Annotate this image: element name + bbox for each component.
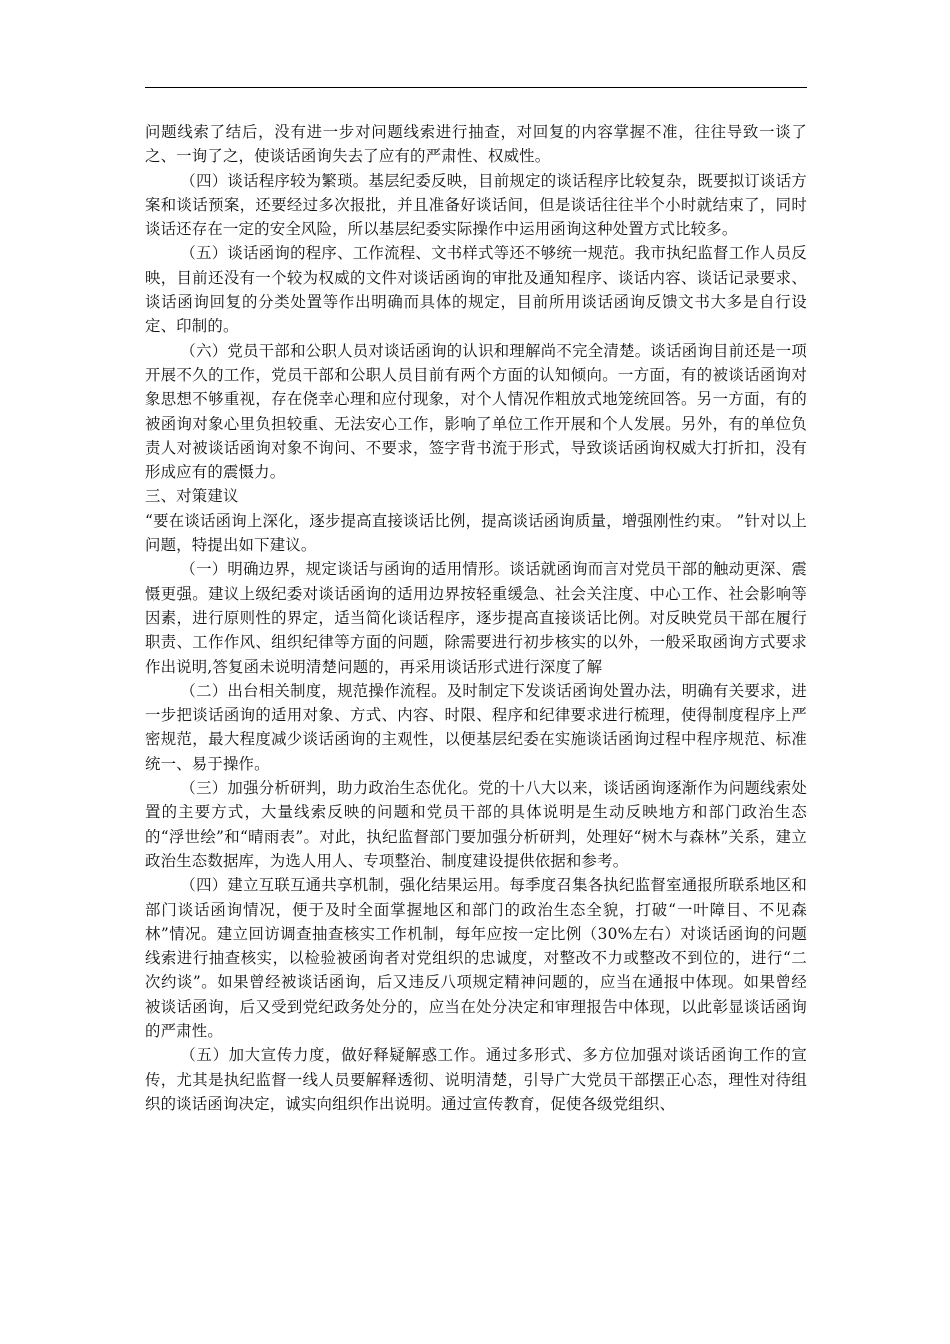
section-heading: 三、对策建议	[145, 487, 239, 506]
header-rule	[145, 87, 807, 88]
paragraph-item-4-procedure: （四）谈话程序较为繁琐。基层纪委反映，目前规定的谈话程序比较复杂，既要拟订谈话方案和谈话预案，还要经过多次报批，并且准备好谈话间，但是谈话往往半个小时就结束了，同时谈话还存在一定的安全风险，所以基层纪委实际操作中运用函询这种处置方式比较多。	[145, 171, 807, 239]
paragraph-suggestion-5: （五）加大宣传力度，做好释疑解惑工作。通过多形式、多方位加强对谈话函询工作的宣传，尤其是执纪监督一线人员要解释透彻、说明清楚，引导广大党员干部摆正心态，理性对待组织的谈话函询决定，诚实向组织作出说明。通过宣传教育，促使各级党组织、	[145, 1046, 807, 1113]
paragraph-suggestion-2: （二）出台相关制度，规范操作流程。及时制定下发谈话函询处置办法，明确有关要求，进一步把谈话函询的适用对象、方式、内容、时限、程序和纪律要求进行梳理，使得制度程序上严密规范，最大程度减少谈话函询的主观性，以便基层纪委在实施谈话函询过程中程序规范、标准统一、易于操作。	[145, 681, 807, 773]
paragraph-suggestion-3: （三）加强分析研判，助力政治生态优化。党的十八大以来，谈话函询逐渐作为问题线索处置的主要方式，大量线索反映的问题和党员干部的具体说明是生动反映地方和部门政治生态的“浮世绘”和“晴雨表”。对此，执纪监督部门要加强分析研判，处理好“树木与森林”关系，建立政治生态数据库，为选人用人、专项整治、制度建设提供依据和参考。	[145, 779, 807, 870]
document-body	[145, 120, 807, 1116]
paragraph-suggestion-1: （一）明确边界，规定谈话与函询的适用情形。谈话就函询而言对党员干部的触动更深、震慑更强。建议上级纪委对谈话函询的适用边界按轻重缓急、社会关注度、中心工作、社会影响等因素，进行原则性的界定，适当简化谈话程序，逐步提高直接谈话比例。对反映党员干部在履行职责、工作作风、组织纪律等方面的问题，除需要进行初步核实的以外，一般采取函询方式要求作出说明,答复函未说明清楚问题的，再采用谈话形式进行深度了解	[145, 560, 807, 676]
paragraph-continuation: 问题线索了结后，没有进一步对问题线索进行抽查，对回复的内容掌握不准，往往导致一谈了之、一询了之，使谈话函询失去了应有的严肃性、权威性。	[145, 123, 807, 166]
quote-paragraph: “要在谈话函询上深化，逐步提高直接谈话比例，提高谈话函询质量，增强刚性约束。 ”针对以上问题，特提出如下建议。	[145, 511, 807, 555]
paragraph-item-6-understanding: （六）党员干部和公职人员对谈话函询的认识和理解尚不完全清楚。谈话函询目前还是一项开展不久的工作，党员干部和公职人员目前有两个方面的认知倾向。一方面，有的被谈话函询对象思想不够重视，存在侥幸心理和应付现象，对个人情况作粗放式地笼统回答。另一方面，有的被函询对象心里负担较重、无法安心工作，影响了单位工作开展和个人发展。另外，有的单位负责人对被谈话函询对象不询问、不要求，签字背书流于形式，导致谈话函询权威大打折扣，没有形成应有的震慑力。	[145, 341, 807, 482]
paragraph-suggestion-4: （四）建立互联互通共享机制，强化结果运用。每季度召集各执纪监督室通报所联系地区和部门谈话函询情况，便于及时全面掌握地区和部门的政治生态全貌，打破“一叶障目、不见森林”情况。建立回访调查抽查核实工作机制，每年应按一定比例（30%左右）对谈话函询的问题线索进行抽查核实，以检验被函询者对党组织的忠诚度，对整改不力或整改不到位的，进行“二次约谈”。如果曾经被谈话函询，后又违反八项规定精神问题的，应当在通报中体现。如果曾经被谈话函询，后又受到党纪政务处分的，应当在处分决定和审理报告中体现，以此彰显谈话函询的严肃性。	[145, 876, 807, 1040]
paragraph-item-5-standards: （五）谈话函询的程序、工作流程、文书样式等还不够统一规范。我市执纪监督工作人员反映，目前还没有一个较为权威的文件对谈话函询的审批及通知程序、谈话内容、谈话记录要求、谈话函询回复的分类处置等作出明确而具体的规定，目前所用谈话函询反馈文书大多是自行设定、印制的。	[145, 244, 807, 336]
